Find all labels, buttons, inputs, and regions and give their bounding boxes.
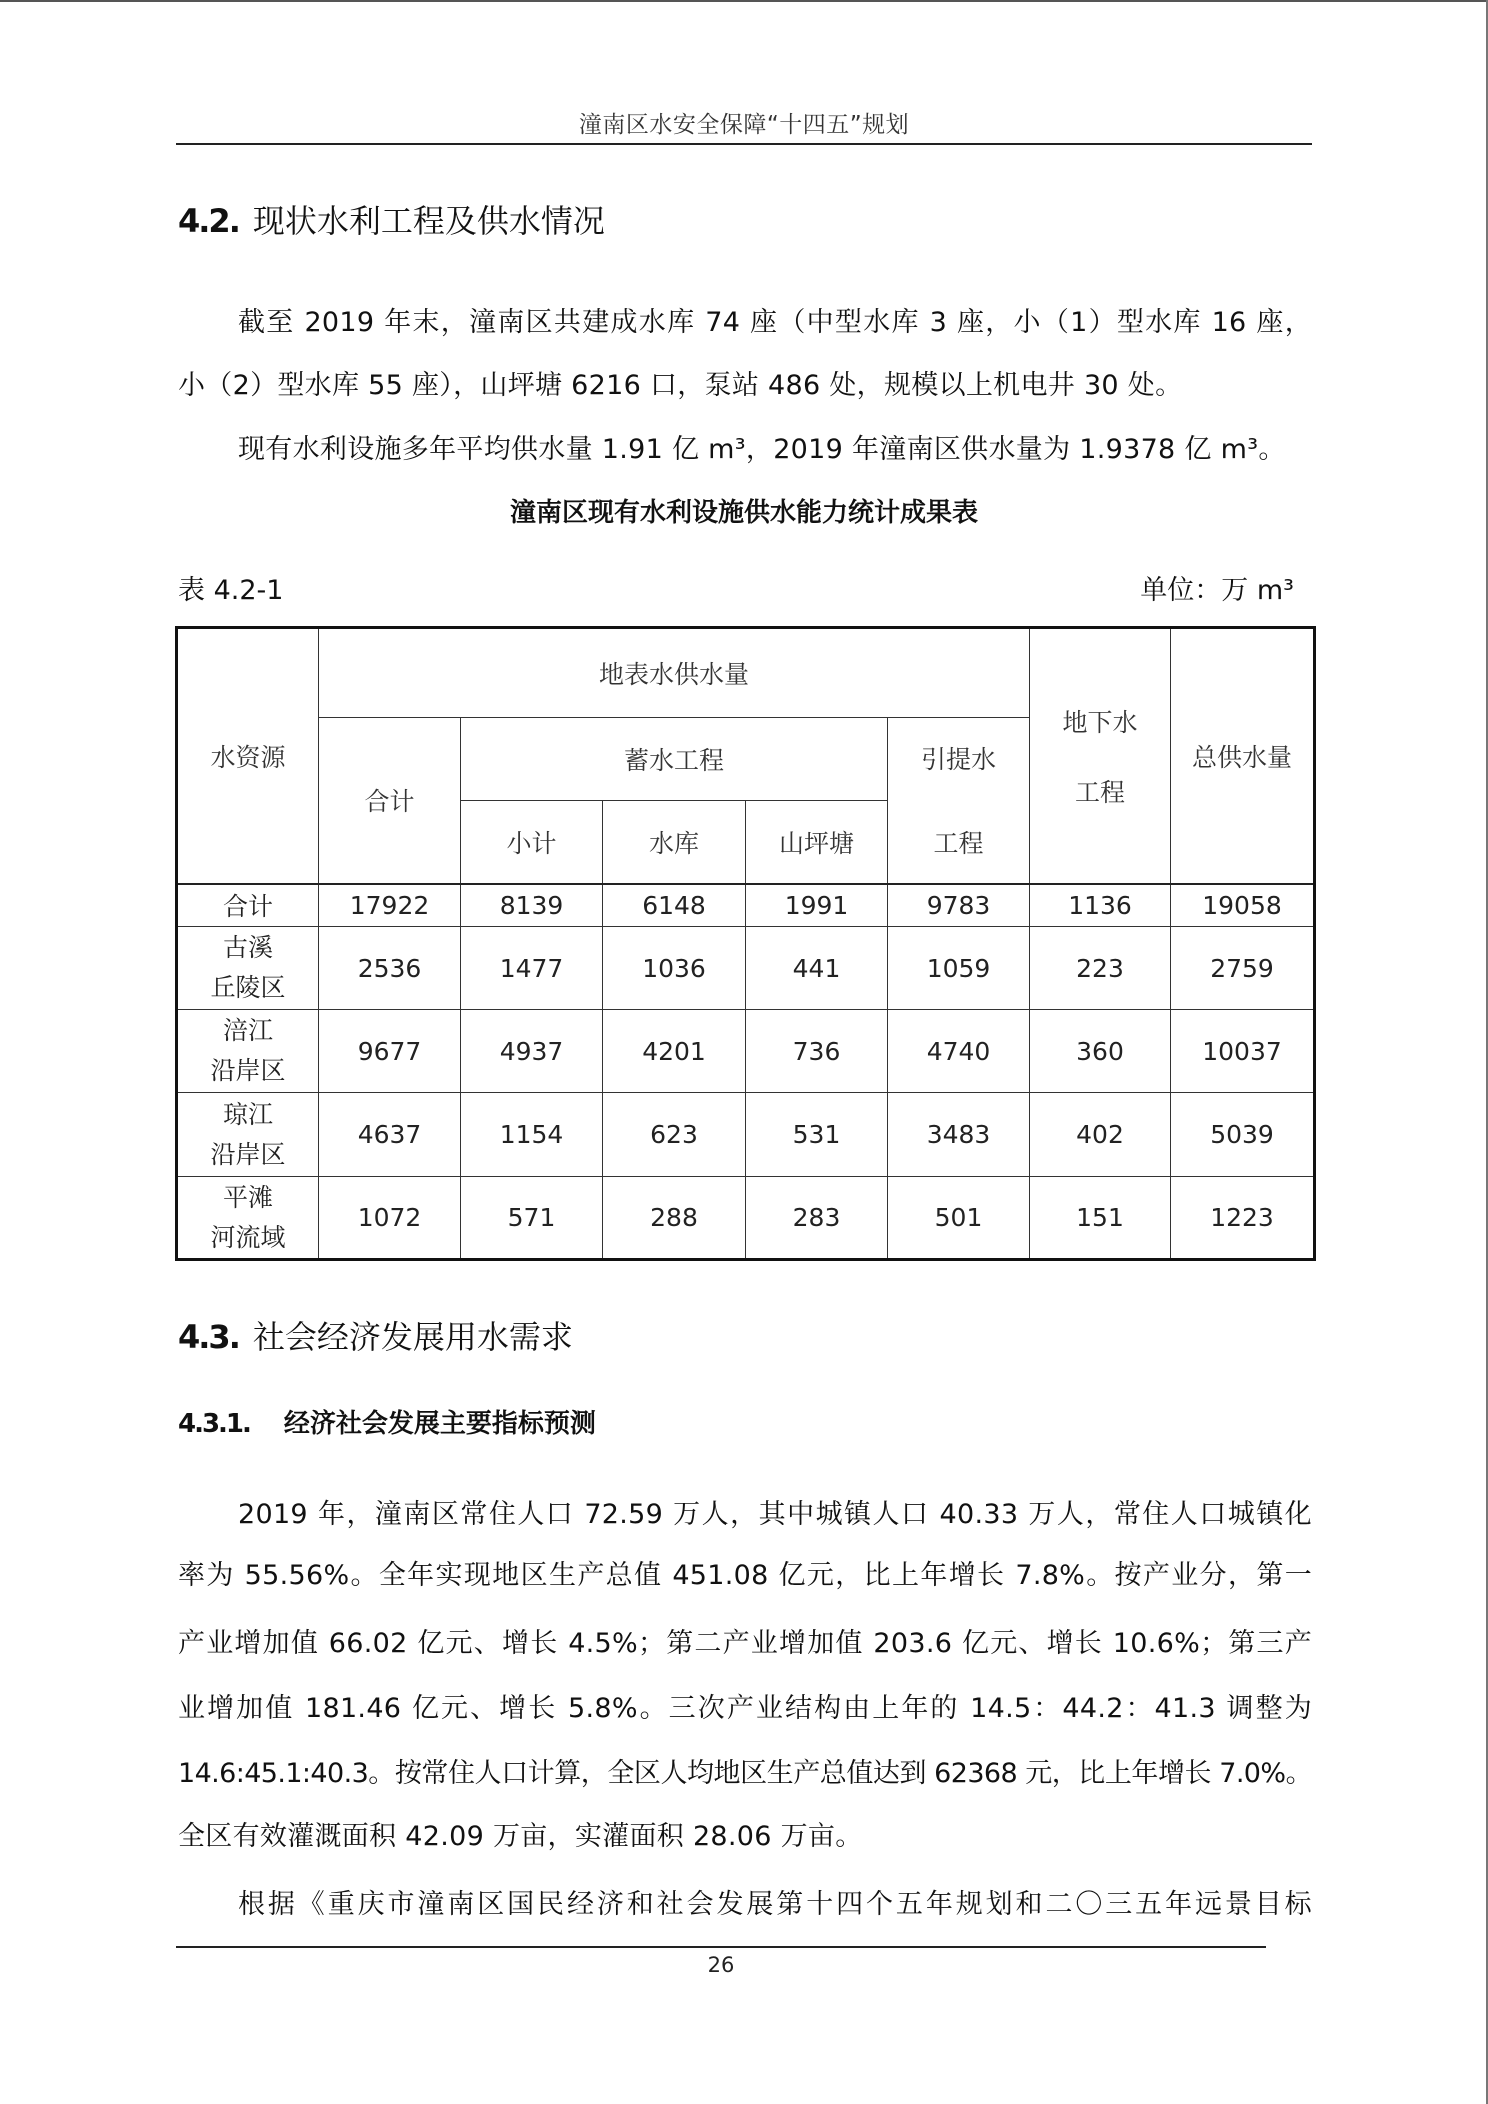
table-cell: 1072 xyxy=(319,1177,461,1260)
header-water-source: 水资源 xyxy=(177,628,319,884)
header-groundwater xyxy=(1030,628,1171,884)
table-title: 潼南区现有水利设施供水能力统计成果表 xyxy=(509,498,978,528)
region-name-line: 沿岸区 xyxy=(210,1139,286,1169)
table-cell: 288 xyxy=(603,1177,746,1260)
table-cell: 1991 xyxy=(746,884,888,927)
table-cell: 441 xyxy=(746,927,888,1010)
table-cell: 9677 xyxy=(319,1010,461,1093)
table-cell: 8139 xyxy=(461,884,603,927)
header-diversion-line: 引提水 xyxy=(920,745,996,775)
subsection-title: 经济社会发展主要指标预测 xyxy=(283,1409,596,1439)
row-region-name xyxy=(177,927,319,1010)
table-row xyxy=(177,1177,1315,1260)
header-storage-subtotal: 小计 xyxy=(461,801,603,884)
table-cell: 5039 xyxy=(1171,1093,1315,1177)
table-cell: 4637 xyxy=(319,1093,461,1177)
table-cell: 1036 xyxy=(603,927,746,1010)
table-row xyxy=(177,1093,1315,1177)
header-reservoir: 水库 xyxy=(603,801,746,884)
region-name-line: 河流域 xyxy=(210,1222,286,1252)
page-border-top xyxy=(0,0,1488,2)
table-cell: 1223 xyxy=(1171,1177,1315,1260)
section-heading-4-2 xyxy=(178,196,605,242)
header-diversion xyxy=(888,718,1030,884)
table-cell: 9783 xyxy=(888,884,1030,927)
row-region-name xyxy=(177,1093,319,1177)
row-region-name xyxy=(177,1010,319,1093)
table-cell: 4740 xyxy=(888,1010,1030,1093)
table-cell: 6148 xyxy=(603,884,746,927)
table-cell: 736 xyxy=(746,1010,888,1093)
region-name-line: 丘陵区 xyxy=(210,973,286,1002)
paragraph-line: 业增加值 181.46 亿元、增长 5.8%。三次产业结构由上年的 14.5：44.2：41.3 调整为 xyxy=(178,1693,1312,1724)
region-name-line: 涪江 xyxy=(222,1016,273,1045)
region-name-line: 平滩 xyxy=(222,1182,273,1212)
paragraph-line: 现有水利设施多年平均供水量 1.91 亿 m³，2019 年潼南区供水量为 1.9378 亿 m³。 xyxy=(238,434,1286,465)
region-name-line: 古溪 xyxy=(222,933,273,962)
header-storage: 蓄水工程 xyxy=(461,718,888,801)
table-cell: 360 xyxy=(1030,1010,1171,1093)
table-cell: 2536 xyxy=(319,927,461,1010)
footer-rule xyxy=(176,1946,1266,1948)
table-cell: 571 xyxy=(461,1177,603,1260)
paragraph-line: 2019 年，潼南区常住人口 72.59 万人，其中城镇人口 40.33 万人，常住人口城镇化 xyxy=(238,1499,1312,1530)
table-cell: 151 xyxy=(1030,1177,1171,1260)
section-title: 社会经济发展用水需求 xyxy=(252,1318,573,1356)
header-groundwater-line: 工程 xyxy=(1074,777,1125,807)
table-cell: 4201 xyxy=(603,1010,746,1093)
row-region-name: 合计 xyxy=(177,884,319,927)
table-cell: 402 xyxy=(1030,1093,1171,1177)
page-number: 26 xyxy=(707,1953,735,1977)
section-title: 现状水利工程及供水情况 xyxy=(252,202,605,240)
header-total-supply: 总供水量 xyxy=(1171,628,1315,884)
table-cell: 2759 xyxy=(1171,927,1315,1010)
paragraph-line: 率为 55.56%。全年实现地区生产总值 451.08 亿元，比上年增长 7.8%。按产业分，第一 xyxy=(178,1560,1312,1591)
table-cell: 1154 xyxy=(461,1093,603,1177)
section-number: 4.3. xyxy=(178,1318,239,1356)
header-diversion-line: 工程 xyxy=(933,829,984,859)
row-region-name xyxy=(177,1177,319,1260)
table-cell: 531 xyxy=(746,1093,888,1177)
header-pond: 山坪塘 xyxy=(746,801,888,884)
table-cell: 623 xyxy=(603,1093,746,1177)
water-supply-table xyxy=(175,626,1316,1261)
table-row xyxy=(177,1010,1315,1093)
table-cell: 1059 xyxy=(888,927,1030,1010)
paragraph-line: 产业增加值 66.02 亿元、增长 4.5%；第二产业增加值 203.6 亿元、增长 10.6%；第三产 xyxy=(178,1628,1312,1659)
table-id: 表 4.2-1 xyxy=(178,575,284,606)
subsection-heading-4-3-1 xyxy=(178,1403,596,1440)
table-cell: 501 xyxy=(888,1177,1030,1260)
table-cell: 4937 xyxy=(461,1010,603,1093)
table-row xyxy=(177,927,1315,1010)
table-cell: 1477 xyxy=(461,927,603,1010)
header-surface-water: 地表水供水量 xyxy=(319,628,1030,718)
paragraph-line: 全区有效灌溉面积 42.09 万亩，实灌面积 28.06 万亩。 xyxy=(178,1821,863,1852)
section-number: 4.2. xyxy=(178,202,239,240)
table-cell: 19058 xyxy=(1171,884,1315,927)
header-groundwater-line: 地下水 xyxy=(1062,707,1138,737)
table-cell: 1136 xyxy=(1030,884,1171,927)
region-name-line: 沿岸区 xyxy=(210,1056,286,1085)
region-name-line: 琼江 xyxy=(222,1099,273,1129)
table-cell: 10037 xyxy=(1171,1010,1315,1093)
section-heading-4-3 xyxy=(178,1312,573,1358)
paragraph-line: 14.6:45.1:40.3。按常住人口计算，全区人均地区生产总值达到 62368 元，比上年增长 7.0%。 xyxy=(178,1758,1312,1789)
table-row-total xyxy=(177,884,1315,927)
paragraph-line: 小（2）型水库 55 座），山坪塘 6216 口，泵站 486 处，规模以上机电井 30 处。 xyxy=(178,370,1183,401)
running-header: 潼南区水安全保障“十四五”规划 xyxy=(578,112,910,138)
paragraph-line: 截至 2019 年末，潼南区共建成水库 74 座（中型水库 3 座，小（1）型水库 16 座， xyxy=(238,307,1312,338)
header-rule xyxy=(176,143,1312,145)
header-surface-subtotal: 合计 xyxy=(319,718,461,884)
table-cell: 17922 xyxy=(319,884,461,927)
table-unit-text: 单位：万 m³ xyxy=(1140,575,1294,606)
subsection-number: 4.3.1. xyxy=(178,1409,250,1439)
paragraph-line: 根据《重庆市潼南区国民经济和社会发展第十四个五年规划和二〇三五年远景目标 xyxy=(238,1889,1312,1920)
table-cell: 223 xyxy=(1030,927,1171,1010)
table-unit xyxy=(1140,568,1294,607)
table-cell: 3483 xyxy=(888,1093,1030,1177)
table-cell: 283 xyxy=(746,1177,888,1260)
